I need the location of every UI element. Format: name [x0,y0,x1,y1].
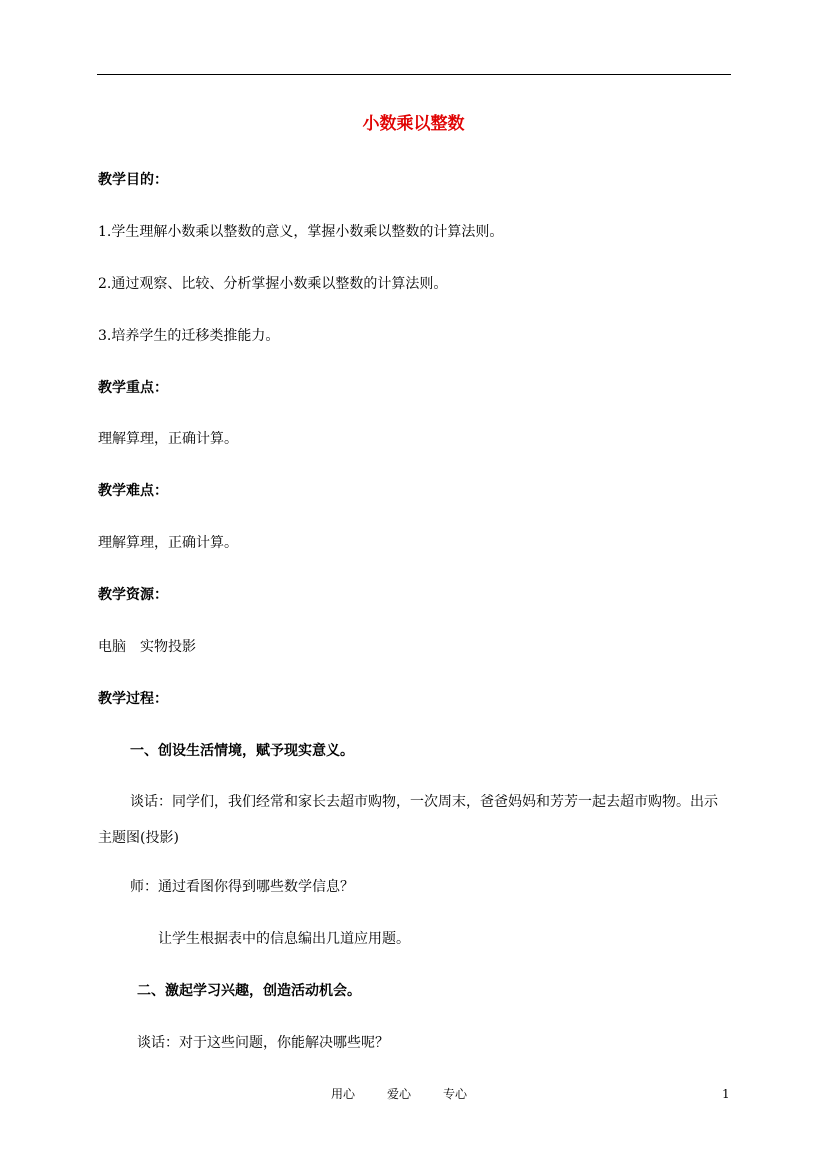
section-heading-difficulties: 教学难点： [98,483,168,499]
header-rule [97,74,731,75]
objective-item-1: 1.学生理解小数乘以整数的意义，掌握小数乘以整数的计算法则。 [98,224,504,240]
process-step-1-heading: 一、创设生活情境，赋予现实意义。 [130,743,354,759]
dialogue-question: 谈话：对于这些问题，你能解决哪些呢？ [137,1035,389,1051]
difficulties-text: 理解算理，正确计算。 [98,535,238,551]
dialogue-paragraph: 谈话：同学们，我们经常和家长去超市购物，一次周末，爸爸妈妈和芳芳一起去超市购物。出示主题图(投影) [98,794,718,846]
footer-motto-2: 爱心 [387,1087,412,1101]
section-heading-key-points: 教学重点： [98,380,168,396]
teacher-question: 师：通过看图你得到哪些数学信息？ [130,879,354,895]
section-heading-resources: 教学资源： [98,587,168,603]
process-step-2-heading: 二、激起学习兴趣，创造活动机会。 [137,983,361,999]
objective-item-2: 2.通过观察、比较、分析掌握小数乘以整数的计算法则。 [98,276,448,292]
objective-item-3: 3.培养学生的迁移类推能力。 [98,328,280,344]
document-title: 小数乘以整数 [362,114,465,134]
key-points-text: 理解算理，正确计算。 [98,431,238,447]
footer-motto-1: 用心 [331,1087,356,1101]
section-heading-process: 教学过程： [98,691,168,707]
page-number: 1 [722,1087,730,1101]
section-heading-objectives: 教学目的： [98,172,168,188]
resources-text: 电脑 实物投影 [98,639,196,655]
student-task: 让学生根据表中的信息编出几道应用题。 [158,931,410,947]
footer-motto-3: 专心 [443,1087,468,1101]
